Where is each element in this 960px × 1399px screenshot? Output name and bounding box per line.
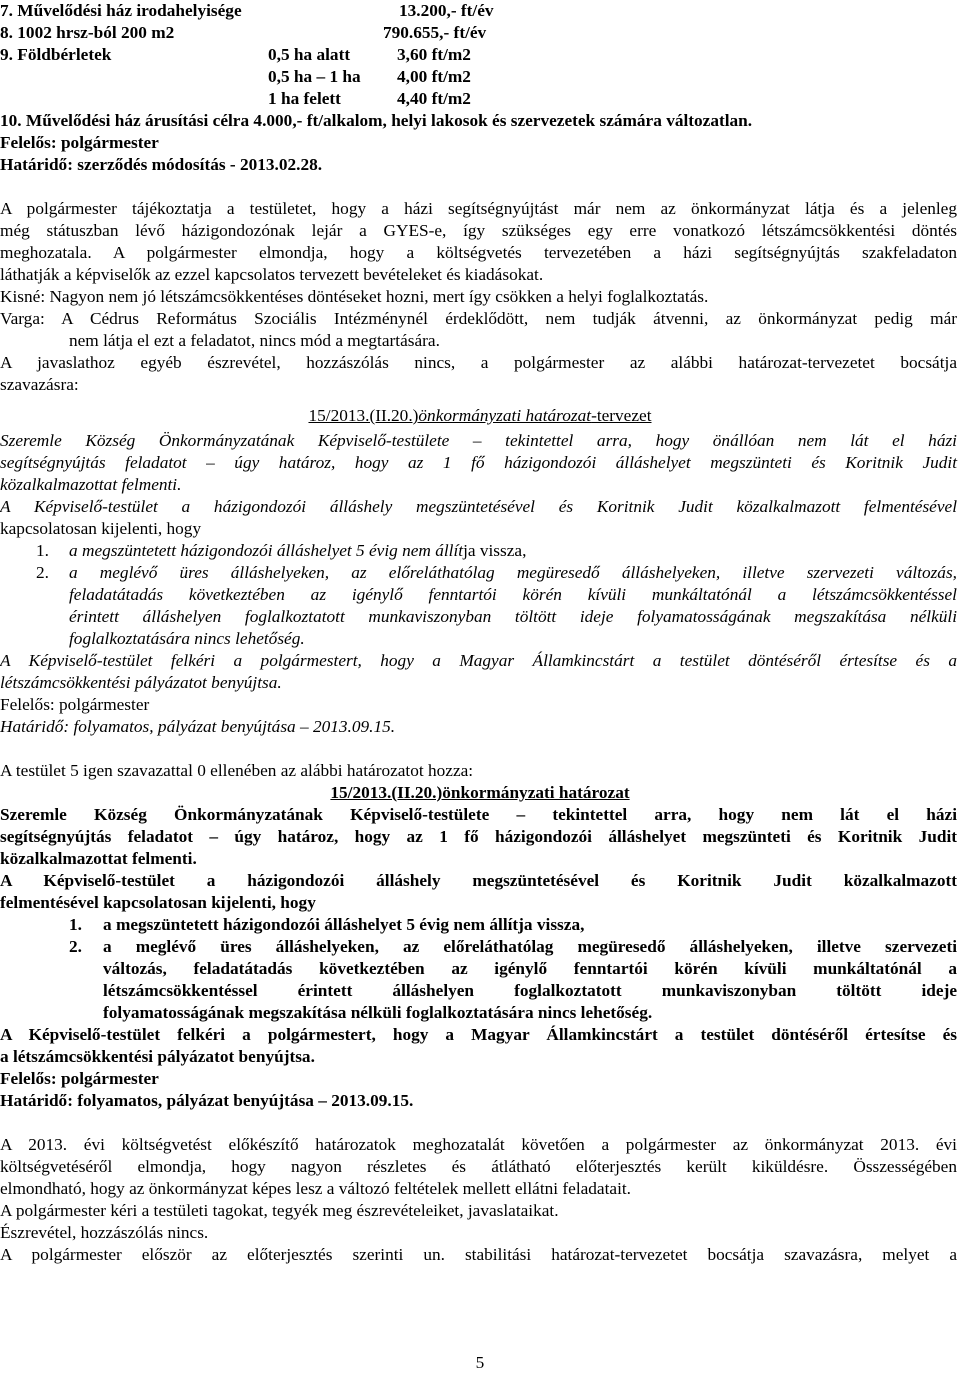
draft-list-item-rest: ja vissza, (463, 541, 527, 560)
draft-deadline: Határidő: folyamatos, pályázat benyújtása – 2013.09.15. (0, 717, 396, 736)
draft-responsible: Felelős: polgármester (0, 695, 150, 714)
page-number: 5 (475, 1353, 485, 1372)
draft-list-line: foglalkoztatására nincs lehetőség. (69, 629, 305, 648)
resolution-list-line: folyamatosságának megszakítása nélküli foglalkoztatására nincs lehetőség. (103, 1003, 653, 1022)
resolution-title: 15/2013.(II.20.)önkormányzati határozat (330, 783, 630, 802)
resolution-list-line: a meglévő üres álláshelyeken, az előreláthatólag megüresedő álláshelyeken, illetve szervezeti (103, 937, 957, 956)
discussion-line: A polgármester tájékoztatja a testületet, hogy a házi segítségnyújtást már nem az önkormányzat látja és a jelenleg (0, 199, 957, 218)
budget-line: A polgármester először az előterjesztés szerinti un. stabilitási határozat-tervezetet bocsátja szavazásra, melyet a (0, 1245, 957, 1264)
budget-line: költségvetéséről elmondja, hogy nagyon részletes és átlátható előterjesztés került kiküldésre. Összességében (0, 1157, 957, 1176)
fee-item-sub: 0,5 ha – 1 ha (268, 67, 361, 86)
discussion-line: láthatják a képviselők az ezzel kapcsolatos tervezett bevételeket és kiadásokat. (0, 265, 544, 284)
fee-deadline: Határidő: szerződés módosítás - 2013.02.28. (0, 155, 323, 174)
fee-item-label: 8. 1002 hrsz-ból 200 m2 (0, 23, 175, 42)
resolution-list-line: változás, feladatátadás következtében az igénylő fenntartói körén kívüli munkáltatónál a (103, 959, 957, 978)
fee-item-value: 13.200,- ft/év (399, 1, 494, 20)
draft-title-suffix: -tervezet (591, 406, 652, 425)
draft-list-item-italic: a megszüntetett házigondozói álláshelyet 5 évig nem állít (69, 541, 464, 560)
draft-paragraph-line: Szeremle Község Önkormányzatának Képviselő-testülete – tekintettel arra, hogy önállóan nem lát el házi (0, 431, 957, 450)
draft-list-line: érintett álláshelyen foglalkoztatott munkaviszonyban töltött ideje folyamatosságának megszakítása nélküli (69, 607, 957, 626)
draft-paragraph-line: létszámcsökkentési pályázatot benyújtsa. (0, 673, 282, 692)
resolution-paragraph-line: segítségnyújtás feladatot – úgy határoz, hogy az 1 fő házigondozói álláshelyet megszünteti és Koritnik Judit (0, 827, 957, 846)
draft-paragraph-line: A Képviselő-testület felkéri a polgármestert, hogy a Magyar Államkincstárt a testület döntéséről értesítse és a (0, 651, 957, 670)
resolution-list-item: a megszüntetett házigondozói álláshelyet 5 évig nem állítja vissza, (103, 915, 585, 934)
budget-line: A polgármester kéri a testületi tagokat, tegyék meg észrevételeiket, javaslataikat. (0, 1201, 559, 1220)
draft-list-item (69, 540, 526, 562)
discussion-line: még státuszban lévő házigondozónak lejár a GYES-e, így szükséges egy erre vonatkozó létszámcsökkentési döntés (0, 221, 957, 240)
resolution-paragraph-line: A Képviselő-testület a házigondozói álláshely megszüntetésével és Koritnik Judit közalkalmazott (0, 871, 957, 890)
fee-item-sub: 0,5 ha alatt (268, 45, 351, 64)
fee-item-sub: 1 ha felett (268, 89, 341, 108)
discussion-line: Varga: A Cédrus Református Szociális Intézménynél érdeklődött, nem tudják átvenni, az önkormányzat pedig már (0, 309, 957, 328)
fee-item-label: 9. Földbérletek (0, 45, 112, 64)
discussion-line: A javaslathoz egyéb észrevétel, hozzászólás nincs, a polgármester az alábbi határozat-tervezetet bocsátja (0, 353, 957, 372)
draft-resolution-title (0, 405, 960, 427)
fee-item-value: 790.655,- ft/év (383, 23, 487, 42)
fee-responsible: Felelős: polgármester (0, 133, 159, 152)
discussion-line: szavazásra: (0, 375, 79, 394)
fee-item-label: 7. Művelődési ház irodahelyisége (0, 1, 242, 20)
draft-title-number: 15/2013.(II.20.) (308, 406, 419, 425)
resolution-list-number: 1. (69, 915, 82, 934)
discussion-line: Kisné: Nagyon nem jó létszámcsökkentéses döntéseket hozni, mert így csökken a helyi foglalkoztatás. (0, 287, 709, 306)
draft-title-italic: önkormányzati határozat (418, 406, 592, 425)
vote-result: A testület 5 igen szavazattal 0 ellenében az alábbi határozatot hozza: (0, 761, 474, 780)
draft-paragraph-line: A Képviselő-testület a házigondozói álláshely megszüntetésével és Koritnik Judit közalkalmazott felmentésével (0, 497, 957, 516)
draft-paragraph-line: kapcsolatosan kijelenti, hogy (0, 519, 202, 538)
fee-item-value: 4,00 ft/m2 (397, 67, 471, 86)
resolution-list-number: 2. (69, 937, 82, 956)
draft-paragraph-line: közalkalmazottat felmenti. (0, 475, 182, 494)
fee-item-value: 4,40 ft/m2 (397, 89, 471, 108)
fee-item-10: 10. Művelődési ház árusítási célra 4.000,- ft/alkalom, helyi lakosok és szervezetek számára változatlan. (0, 111, 753, 130)
draft-list-number: 2. (36, 563, 49, 582)
draft-list-line: a meglévő üres álláshelyeken, az előreláthatólag megüresedő álláshelyeken, illetve szervezeti változás, (69, 563, 957, 582)
resolution-paragraph-line: felmentésével kapcsolatosan kijelenti, hogy (0, 893, 316, 912)
budget-line: Észrevétel, hozzászólás nincs. (0, 1223, 209, 1242)
budget-line: A 2013. évi költségvetést előkészítő határozatok meghozatalát követően a polgármester az önkormányzat 2013. évi (0, 1135, 957, 1154)
budget-line: elmondható, hogy az önkormányzat képes lesz a változó feltételek mellett ellátni feladatait. (0, 1179, 631, 1198)
discussion-line: nem látja el ezt a feladatot, nincs mód a megtartására. (69, 331, 440, 350)
draft-paragraph-line: segítségnyújtás feladatot – úgy határoz, hogy az 1 fő házigondozói álláshelyet megszünteti és Koritnik Judit (0, 453, 957, 472)
resolution-list-line: létszámcsökkentéssel érintett álláshelyen foglalkoztatott munkaviszonyban töltött ideje (103, 981, 957, 1000)
resolution-paragraph-line: közalkalmazottat felmenti. (0, 849, 197, 868)
draft-list-number: 1. (36, 541, 49, 560)
draft-list-line: feladatátadás következtében az igénylő fenntartói körén kívüli munkáltatónál a létszámcsökkentéssel (69, 585, 957, 604)
discussion-line: meghozatala. A polgármester elmondja, hogy a költségvetés tervezetében a házi segítségnyújtás szakfeladaton (0, 243, 957, 262)
fee-item-value: 3,60 ft/m2 (397, 45, 471, 64)
resolution-deadline: Határidő: folyamatos, pályázat benyújtása – 2013.09.15. (0, 1091, 414, 1110)
resolution-responsible: Felelős: polgármester (0, 1069, 159, 1088)
resolution-paragraph-line: Szeremle Község Önkormányzatának Képviselő-testülete – tekintettel arra, hogy nem lát el házi (0, 805, 957, 824)
resolution-paragraph-line: a létszámcsökkentési pályázatot benyújtsa. (0, 1047, 315, 1066)
resolution-paragraph-line: A Képviselő-testület felkéri a polgármestert, hogy a Magyar Államkincstárt a testület döntéséről értesítse és (0, 1025, 957, 1044)
